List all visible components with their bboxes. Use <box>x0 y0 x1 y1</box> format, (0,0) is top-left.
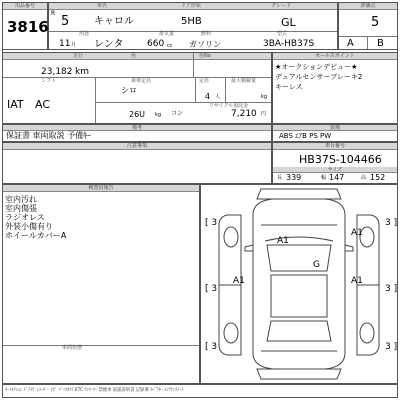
seats-num-label: 定員 <box>199 78 210 84</box>
exterior-grade: B <box>377 38 384 49</box>
docs-label: 備考 <box>3 125 271 131</box>
damage-mark-roof: G <box>313 260 320 270</box>
car-diagram <box>201 185 397 383</box>
vehicle-condition-label: 車両状態 <box>62 345 83 351</box>
month: 11 <box>59 39 71 49</box>
seats-unit: 人 <box>215 94 221 100</box>
damage-mark-left-rear: [ 3 <box>205 284 218 294</box>
sales-point-line: ★オークションデビュー★ <box>275 63 358 71</box>
weight: 26U <box>129 110 146 119</box>
recycle-unit: 円 <box>261 111 267 117</box>
sales-points-label: セールスポイント <box>273 53 397 60</box>
damage-mark-rear-left: [ 3 <box>205 342 218 352</box>
size-label: サイズ <box>273 167 397 173</box>
chassis-label: 車台番号 <box>273 143 397 150</box>
lot-box <box>2 2 48 50</box>
height-label: 高 <box>361 175 367 181</box>
damage-mark-right-rear: 3 ] <box>385 284 398 294</box>
car-name: キャロル <box>94 16 134 27</box>
footer-box <box>2 384 398 398</box>
recycle-label: リサイクル預託金 <box>209 103 249 109</box>
grade: GL <box>281 16 296 29</box>
seats-label: 乗車定員 <box>131 78 152 84</box>
color-label: 色 <box>131 53 137 59</box>
grade-label: グレード <box>271 3 292 9</box>
equipment: ABS ｴｱB PS PW <box>279 132 332 140</box>
month-suffix: 月 <box>71 42 77 48</box>
mileage-unit: km <box>75 67 89 77</box>
doors: 5HB <box>181 16 202 27</box>
damage-mark-front-right: 3 ] <box>385 218 398 228</box>
car-name-label: 車名 <box>97 3 108 9</box>
lot-number: 3816 <box>7 18 49 36</box>
color: シロ <box>121 86 137 95</box>
damage-mark-windscreen-left: A1 <box>277 236 289 246</box>
lot-label: 出品番号 <box>3 3 47 10</box>
extra-label: コン <box>171 110 184 117</box>
length: 339 <box>286 173 302 182</box>
inspector-note: ホイールカバーA <box>5 231 67 240</box>
interior-grade: A <box>347 38 354 49</box>
inspector-notes-box <box>2 184 200 384</box>
model-label: 型式 <box>277 31 288 37</box>
year: 5 <box>61 14 70 29</box>
equipment-box <box>272 124 398 142</box>
mileage: 23,182 <box>41 67 73 77</box>
score: 5 <box>371 15 380 30</box>
header-box <box>48 2 338 50</box>
width: 147 <box>329 173 345 182</box>
mileage-label: 走行 <box>73 53 84 59</box>
inspector-note: 室内汚れ <box>5 195 37 204</box>
damage-mark-left-door: A1 <box>233 276 245 286</box>
cc-label: 排気量 <box>159 31 175 37</box>
notes-label: 注意事項 <box>3 143 271 150</box>
sales-points-box <box>272 52 398 124</box>
width-label: 幅 <box>321 175 327 181</box>
load-unit: kg <box>261 94 268 100</box>
trans-label: シフト <box>41 78 57 84</box>
docs-box <box>2 124 272 142</box>
damage-mark-right-front: A1 <box>351 228 363 238</box>
damage-mark-right-door: A1 <box>351 276 363 286</box>
usage-label: 用途 <box>79 31 90 37</box>
sales-point-line: キーレス <box>275 83 303 91</box>
footer-text: ｵｰﾄｵｸｼｮﾝ ﾄﾞﾗｲﾌﾞﾚｺｰﾀﾞｰ ﾅﾋﾞ ﾊﾞｯｸｶﾒﾗ ETC ﾜﾝｵｰﾅｰ 禁煙車 取扱説明書 記録簿 ｽﾍﾟｱｷｰ ﾒﾝﾃﾅﾝｽﾉｰﾄ <box>5 388 184 393</box>
sales-point-line: デュアルセンサーブレーキ2 <box>275 73 363 81</box>
year-era: R <box>51 10 56 17</box>
doors-label: ドア形状 <box>181 3 201 9</box>
cc: 660 <box>147 39 165 49</box>
color-no-label: 色No <box>199 53 211 59</box>
inspector-note: 外装小傷有り <box>5 222 53 231</box>
height: 152 <box>370 173 386 182</box>
notes-box <box>2 142 272 184</box>
inspector-note: ラジオレス <box>5 213 45 222</box>
seats: 4 <box>205 92 211 101</box>
inspector-notes-label: 検査員報告 <box>3 185 199 192</box>
score-label: 評価点 <box>339 3 397 10</box>
chassis-number: HB37S-104466 <box>299 153 382 166</box>
damage-mark-front-left: [ 3 <box>205 218 218 228</box>
damage-mark-rear-right: 3 ] <box>385 342 398 352</box>
score-box <box>338 2 398 50</box>
usage: レンタ <box>94 39 124 50</box>
weight-unit: kg <box>155 112 162 118</box>
fuel-label: 燃料 <box>201 31 212 37</box>
length-label: 長 <box>277 175 283 181</box>
inspector-note: 室内傷張 <box>5 204 37 213</box>
fuel: ガソリン <box>189 40 221 49</box>
chassis-box <box>272 142 398 184</box>
documents: 保証書 車両取説 予備ｷｰ <box>6 131 92 140</box>
load-label: 最大積載量 <box>231 78 257 84</box>
specs-box <box>2 52 272 124</box>
equipment-label: 装備 <box>273 125 397 131</box>
damage-diagram-box <box>200 184 398 384</box>
cc-unit: cc <box>167 43 173 49</box>
transmission: IAT <box>7 98 24 111</box>
model-code: 3BA-HB37S <box>263 39 315 49</box>
air-conditioner: AC <box>35 98 51 111</box>
recycle-fee: 7,210 <box>231 109 257 119</box>
